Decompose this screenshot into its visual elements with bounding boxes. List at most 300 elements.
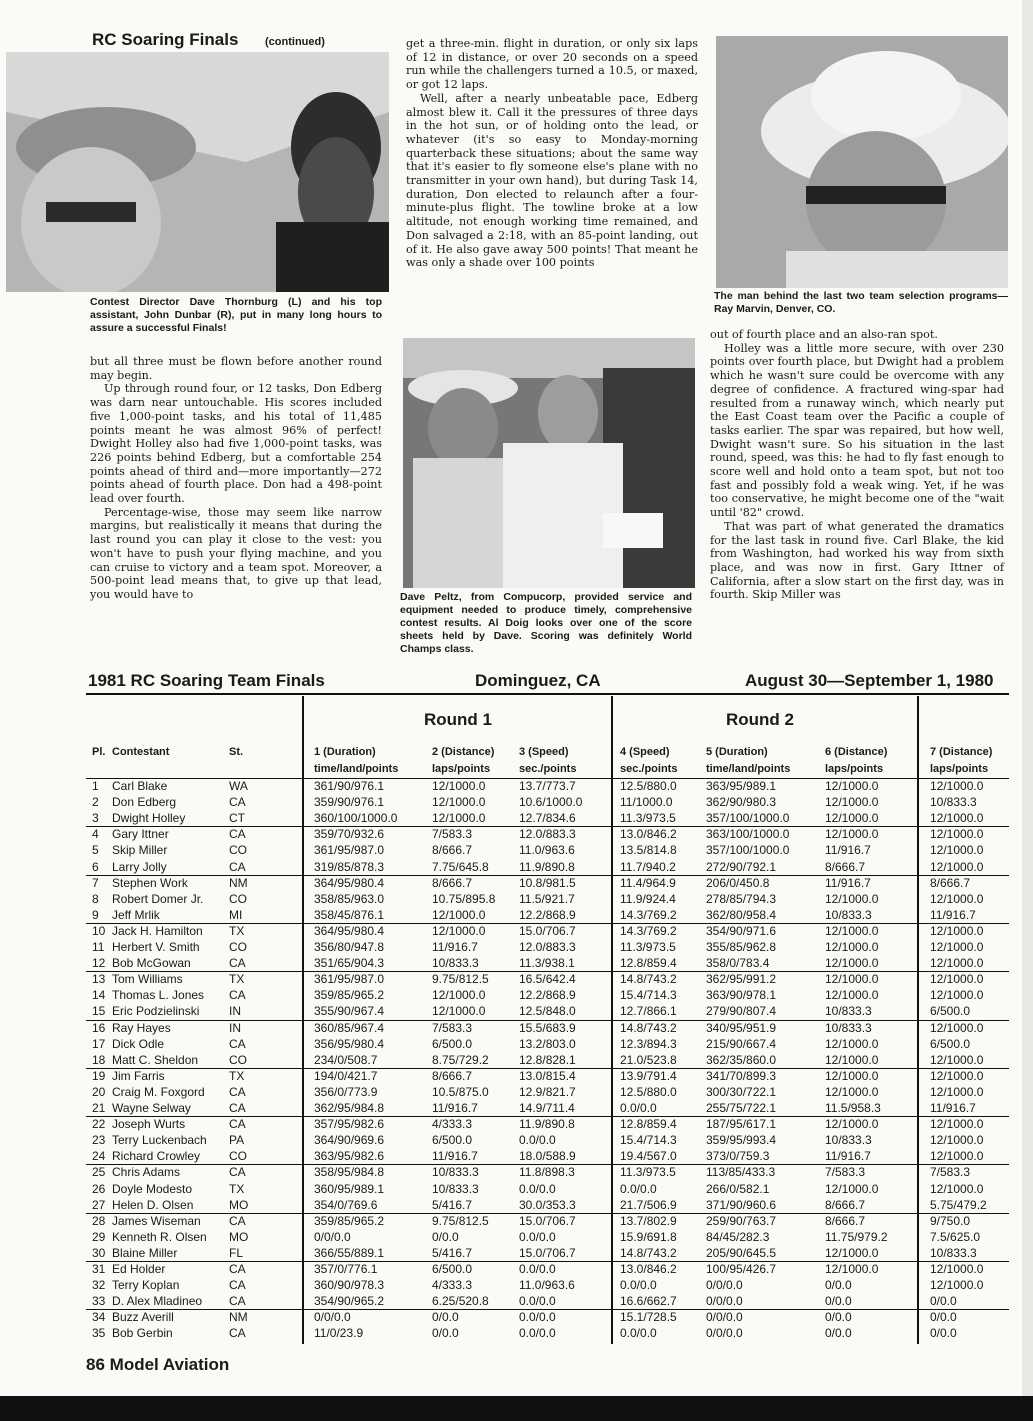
table-cell: 12.5/880.0 <box>620 779 677 793</box>
table-cell: CA <box>229 859 246 874</box>
table-cell: 357/100/1000.0 <box>706 843 790 858</box>
table-cell: 10/833.3 <box>432 1181 479 1196</box>
table-cell: 15.1/728.5 <box>620 1310 677 1325</box>
table-cell: 358/85/963.0 <box>314 891 385 906</box>
table-cell: 12/1000.0 <box>825 779 879 793</box>
table-cell: 0.0/0.0 <box>519 1262 556 1276</box>
table-cell: 5/416.7 <box>432 1197 473 1212</box>
table-cell: Dick Odle <box>112 1036 165 1051</box>
table-cell: 27 <box>92 1197 106 1212</box>
table-cell: 12.5/880.0 <box>620 1084 677 1099</box>
table-cell: CA <box>229 1213 246 1228</box>
table-cell: 12/1000.0 <box>930 940 984 954</box>
table-cell: Robert Domer Jr. <box>112 891 204 906</box>
table-cell: 12/1000.0 <box>930 1020 984 1035</box>
table-cell: Ray Hayes <box>112 1020 171 1035</box>
table-cell: TX <box>229 923 245 938</box>
table-cell: Terry Koplan <box>112 1278 180 1293</box>
table-cell: WA <box>229 779 248 793</box>
table-cell: 0/0/0.0 <box>706 1310 743 1325</box>
table-cell: 12/1000.0 <box>930 923 984 938</box>
table-cell: 358/0/783.4 <box>706 956 770 971</box>
table-cell: Doyle Modesto <box>112 1181 193 1196</box>
table-cell: 371/90/960.6 <box>706 1197 777 1212</box>
table-cell: 360/95/989.1 <box>314 1181 385 1196</box>
table-cell: CA <box>229 1117 246 1132</box>
table-cell: 14.8/743.2 <box>620 972 677 987</box>
table-cell: 362/35/860.0 <box>706 1052 777 1067</box>
column-header-c7a: 7 (Distance) <box>930 746 993 758</box>
table-cell: 13.2/803.0 <box>519 1036 576 1051</box>
table-cell: 13.7/773.7 <box>519 779 576 793</box>
table-cell: 11.9/890.8 <box>519 859 575 874</box>
table-cell: 23 <box>92 1133 106 1148</box>
table-cell: 14 <box>92 988 106 1003</box>
table-cell: 6 <box>92 859 99 874</box>
table-cell: Craig M. Foxgord <box>112 1084 205 1099</box>
table-cell: 7/583.3 <box>930 1165 971 1180</box>
table-cell: 362/95/984.8 <box>314 1101 385 1115</box>
table-cell: 266/0/582.1 <box>706 1181 770 1196</box>
table-cell: 12/1000.0 <box>930 1133 984 1148</box>
table-cell: 359/70/932.6 <box>314 827 385 842</box>
table-cell: 30 <box>92 1245 106 1260</box>
table-cell: 21.0/523.8 <box>620 1052 677 1067</box>
table-cell: 357/100/1000.0 <box>706 811 790 826</box>
table-cell: Larry Jolly <box>112 859 167 874</box>
table-cell: PA <box>229 1133 245 1148</box>
table-cell: 22 <box>92 1117 106 1132</box>
table-cell: 12/1000.0 <box>825 1181 879 1196</box>
caption-photo-middle: Dave Peltz, from Compucorp, provided service and equipment needed to produce timely, comprehensive contest results. Al Doig looks over one of the score sheets held by Dave. Scoring was definitely World Champs class. <box>400 591 692 655</box>
table-cell: 4/333.3 <box>432 1278 473 1293</box>
article-column-3 <box>710 328 1004 602</box>
table-cell: CA <box>229 1278 246 1293</box>
table-cell: 12.0/883.3 <box>519 940 576 954</box>
column-header-c4a: 4 (Speed) <box>620 746 670 758</box>
table-cell: 13.0/815.4 <box>519 1068 576 1083</box>
table-cell: 12/1000.0 <box>825 1084 879 1099</box>
table-cell: Dwight Holley <box>112 811 186 826</box>
table-cell: TX <box>229 1068 245 1083</box>
table-cell: 10/833.3 <box>825 1004 872 1019</box>
table-cell: 9.75/812.5 <box>432 972 489 987</box>
table-cell: Chris Adams <box>112 1165 181 1180</box>
table-cell: 12.9/821.7 <box>519 1084 576 1099</box>
column-header-c3b: sec./points <box>519 763 577 775</box>
table-cell: Tom Williams <box>112 972 183 987</box>
table-cell: Joseph Wurts <box>112 1117 186 1132</box>
table-cell: 0.0/0.0 <box>620 1181 657 1196</box>
table-cell: 3 <box>92 811 99 826</box>
table-cell: 11/916.7 <box>432 1149 478 1164</box>
table-cell: 15.4/714.3 <box>620 1133 677 1148</box>
table-cell: 361/90/976.1 <box>314 779 385 793</box>
table-cell: 11/916.7 <box>432 940 478 954</box>
table-cell: 13.7/802.9 <box>620 1213 677 1228</box>
table-cell: 5/416.7 <box>432 1245 473 1260</box>
table-cell: CA <box>229 1036 246 1051</box>
table-cell: 19.4/567.0 <box>620 1149 677 1164</box>
table-cell: 11.5/921.7 <box>519 891 575 906</box>
table-cell: 0/0.0 <box>432 1326 459 1341</box>
table-cell: 15.9/691.8 <box>620 1229 677 1244</box>
table-cell: 0.0/0.0 <box>519 1229 556 1244</box>
table-cell: 205/90/645.5 <box>706 1245 777 1260</box>
round-1-title: Round 1 <box>424 710 492 729</box>
table-cell: 32 <box>92 1278 106 1293</box>
table-cell: 357/95/982.6 <box>314 1117 385 1132</box>
article-paragraph: Up through round four, or 12 tasks, Don Edberg was darn near untouchable. His scores included five 1,000-point tasks, and his total of 11,485 points meant he was almost 96% of perfect! Dwight Holley also had five 1,000-point tasks, was 226 points behind Edberg, but a comfortable 254 points ahead of third and—more importantly—272 points ahead of fourth place. Don had a 498-point lead over fourth. <box>90 382 382 506</box>
table-cell: 11.5/958.3 <box>825 1101 881 1115</box>
article-paragraph: out of fourth place and an also-ran spot. <box>710 328 938 341</box>
table-cell: 360/100/1000.0 <box>314 811 398 826</box>
table-cell: 12/1000.0 <box>825 956 879 971</box>
photo-ray-marvin <box>716 36 1008 288</box>
table-cell: TX <box>229 972 245 987</box>
table-cell: 0.0/0.0 <box>519 1326 556 1341</box>
table-cell: 18.0/588.9 <box>519 1149 576 1164</box>
table-cell: 12/1000.0 <box>432 811 486 826</box>
table-cell: 4 <box>92 827 99 842</box>
table-cell: CA <box>229 1165 246 1180</box>
table-cell: 194/0/421.7 <box>314 1068 378 1083</box>
table-cell: 373/0/759.3 <box>706 1149 770 1164</box>
table-cell: 1 <box>92 779 99 793</box>
table-cell: 15.0/706.7 <box>519 1213 576 1228</box>
magazine-name: Model Aviation <box>109 1355 230 1374</box>
table-cell: 14.8/743.2 <box>620 1245 677 1260</box>
table-cell: MO <box>229 1229 249 1244</box>
table-cell: 15.5/683.9 <box>519 1020 576 1035</box>
table-cell: 28 <box>92 1213 106 1228</box>
article-paragraph: Holley was a little more secure, with over 230 points over fourth place, but Dwight had a problem which he wasn't sure could be overcome with any degree of confidence. A fractured wing-spar had resulted from a runaway winch, which nearly put the East Coast team over the Pacific a couple of tasks earlier. The spar was repaired, but how well, Dwight wasn't sure. So his situation in the last round, speed, was this: he had to fly fast enough to score well and hold onto a team spot, but not too fast and possibly fold a weak wing. Yet, if he was too conservative, he might become one of the "wait until '82" crowd. <box>710 341 1004 520</box>
table-cell: 12/1000.0 <box>432 1004 486 1019</box>
table-cell: 25 <box>92 1165 106 1180</box>
table-cell: 12 <box>92 956 106 971</box>
table-cell: CA <box>229 1084 246 1099</box>
table-cell: Jim Farris <box>112 1068 165 1083</box>
table-cell: 361/95/987.0 <box>314 972 385 987</box>
table-cell: 364/95/980.4 <box>314 875 385 890</box>
table-cell: 12/1000.0 <box>825 923 879 938</box>
table-cell: 12/1000.0 <box>825 1052 879 1067</box>
table-cell: Stephen Work <box>112 875 188 890</box>
table-cell: Helen D. Olsen <box>112 1197 194 1212</box>
table-cell: 14.3/769.2 <box>620 907 677 922</box>
table-cell: 7.75/645.8 <box>432 859 489 874</box>
table-cell: 355/85/962.8 <box>706 940 777 954</box>
table-cell: 12.7/834.6 <box>519 811 576 826</box>
table-cell: 8/666.7 <box>432 875 473 890</box>
table-cell: 12/1000.0 <box>825 940 879 954</box>
table-cell: 12/1000.0 <box>432 795 486 810</box>
table-cell: 279/90/807.4 <box>706 1004 777 1019</box>
article-column-2 <box>406 37 698 270</box>
table-cell: 0/0/0.0 <box>706 1326 743 1341</box>
table-cell: 8/666.7 <box>825 1197 866 1212</box>
table-cell: 14.9/711.4 <box>519 1101 575 1115</box>
column-header-c1a: 1 (Duration) <box>314 746 376 758</box>
table-cell: 12/1000.0 <box>930 827 984 842</box>
table-cell: 11 <box>92 940 105 954</box>
scan-border <box>0 1396 1033 1421</box>
table-cell: TX <box>229 1181 245 1196</box>
table-cell: 358/95/984.8 <box>314 1165 385 1180</box>
table-cell: 12.0/883.3 <box>519 827 576 842</box>
table-cell: 2 <box>92 795 99 810</box>
table-cell: 12/1000.0 <box>825 972 879 987</box>
table-cell: CA <box>229 1101 246 1115</box>
table-cell: 9/750.0 <box>930 1213 971 1228</box>
table-cell: 12/1000.0 <box>930 1149 984 1164</box>
table-cell: CO <box>229 940 247 954</box>
table-cell: 12/1000.0 <box>825 1117 879 1132</box>
column-header-c5a: 5 (Duration) <box>706 746 768 758</box>
table-cell: 10.75/895.8 <box>432 891 496 906</box>
table-cell: 11.7/940.2 <box>620 859 676 874</box>
table-cell: Buzz Averill <box>112 1310 174 1325</box>
table-cell: Kenneth R. Olsen <box>112 1229 207 1244</box>
table-cell: 364/95/980.4 <box>314 923 385 938</box>
table-cell: 4/333.3 <box>432 1117 473 1132</box>
table-cell: 362/90/980.3 <box>706 795 777 810</box>
table-cell: 5 <box>92 843 99 858</box>
table-cell: 0/0.0 <box>930 1310 957 1325</box>
table-cell: 11.3/973.5 <box>620 1165 676 1180</box>
table-cell: NM <box>229 875 248 890</box>
table-cell: 364/90/969.6 <box>314 1133 385 1148</box>
table-cell: 11/1000.0 <box>620 795 673 810</box>
table-cell: 363/100/1000.0 <box>706 827 790 842</box>
table-cell: 363/95/989.1 <box>706 779 777 793</box>
table-cell: 11/0/23.9 <box>314 1326 364 1341</box>
table-cell: CA <box>229 1262 246 1276</box>
table-cell: 363/90/978.1 <box>706 988 777 1003</box>
table-cell: 6/500.0 <box>432 1133 473 1148</box>
table-cell: 12/1000.0 <box>930 1052 984 1067</box>
table-cell: CA <box>229 827 246 842</box>
table-cell: 356/0/773.9 <box>314 1084 378 1099</box>
table-cell: 6/500.0 <box>432 1262 473 1276</box>
round-2-title: Round 2 <box>726 710 794 729</box>
table-cell: 12/1000.0 <box>930 1068 984 1083</box>
table-location: Dominguez, CA <box>475 671 601 690</box>
table-cell: 7/583.3 <box>432 827 473 842</box>
table-cell: 6/500.0 <box>930 1036 971 1051</box>
column-header-st: St. <box>229 746 244 758</box>
column-header-c6b: laps/points <box>825 763 884 775</box>
table-cell: 8 <box>92 891 99 906</box>
table-cell: 15.4/714.3 <box>620 988 677 1003</box>
table-cell: 187/95/617.1 <box>706 1117 777 1132</box>
table-cell: 12.7/866.1 <box>620 1004 677 1019</box>
column-header-c6a: 6 (Distance) <box>825 746 888 758</box>
table-cell: 215/90/667.4 <box>706 1036 777 1051</box>
table-title: 1981 RC Soaring Team Finals <box>88 671 325 690</box>
table-cell: CO <box>229 1052 247 1067</box>
table-cell: 21.7/506.9 <box>620 1197 677 1212</box>
table-cell: 358/45/876.1 <box>314 907 385 922</box>
table-cell: Eric Podzielinski <box>112 1004 200 1019</box>
table-cell: 31 <box>92 1262 106 1276</box>
table-cell: CA <box>229 795 246 810</box>
table-cell: 12/1000.0 <box>930 859 984 874</box>
table-cell: 18 <box>92 1052 106 1067</box>
column-header-c3a: 3 (Speed) <box>519 746 569 758</box>
table-cell: 12/1000.0 <box>825 891 879 906</box>
table-cell: 0.0/0.0 <box>519 1133 556 1148</box>
column-header-c2b: laps/points <box>432 763 491 775</box>
table-cell: 12/1000.0 <box>930 1278 984 1293</box>
column-header-c2a: 2 (Distance) <box>432 746 495 758</box>
table-cell: 0/0/0.0 <box>314 1310 351 1325</box>
table-cell: 7 <box>92 875 99 890</box>
table-cell: 12/1000.0 <box>930 779 984 793</box>
table-cell: 206/0/450.8 <box>706 875 770 890</box>
table-cell: Terry Luckenbach <box>112 1133 207 1148</box>
table-cell: 29 <box>92 1229 106 1244</box>
table-cell: 16 <box>92 1020 106 1035</box>
table-cell: 12/1000.0 <box>825 1068 879 1083</box>
article-paragraph: Percentage-wise, those may seem like narrow margins, but realistically it means that during the last round you can play it close to the vest: you won't have to push your flying machine, and you can cruise to victory and a team spot. Moreover, a 500-point lead means that, to give up that lead, you would have to <box>90 505 382 601</box>
table-cell: 12/1000.0 <box>825 988 879 1003</box>
table-cell: 12/1000.0 <box>930 956 984 971</box>
article-paragraph: Well, after a nearly unbeatable pace, Edberg almost blew it. Call it the pressures of three days in the hot sun, or of holding onto the lead, or whatever (it's so easy to Monday-morning quarterback these situations; about the same way that it's easier to fly someone else's plane with no transmitter in your own hand), but during Task 14, duration, Don elected to relaunch after a four-minute-plus flight. The towline broke at a low altitude, not enough working time remained, and Don salvaged a 2:18, with an 85-point landing, out of it. He also gave away 500 points! That meant he was only a shade over 100 points <box>406 91 698 270</box>
table-cell: 0/0.0 <box>432 1229 459 1244</box>
table-cell: 12/1000.0 <box>930 1084 984 1099</box>
caption-photo-left: Contest Director Dave Thornburg (L) and his top assistant, John Dunbar (R), put in many long hours to assure a successful Finals! <box>90 296 382 334</box>
table-cell: 0/0.0 <box>825 1310 852 1325</box>
table-cell: 6/500.0 <box>432 1036 473 1051</box>
table-cell: Wayne Selway <box>112 1101 191 1115</box>
table-cell: 11.0/963.6 <box>519 1278 575 1293</box>
column-header-contestant: Contestant <box>112 746 170 758</box>
table-cell: 363/95/982.6 <box>314 1149 385 1164</box>
table-cell: 12/1000.0 <box>432 907 486 922</box>
table-cell: 16.6/662.7 <box>620 1294 677 1309</box>
table-cell: Don Edberg <box>112 795 177 810</box>
table-cell: 5.75/479.2 <box>930 1197 987 1212</box>
table-cell: 12/1000.0 <box>930 1181 984 1196</box>
table-cell: 0/0/0.0 <box>314 1229 351 1244</box>
table-cell: 13.0/846.2 <box>620 827 677 842</box>
table-cell: 10/833.3 <box>825 1133 872 1148</box>
table-cell: 12.2/868.9 <box>519 907 576 922</box>
table-cell: Thomas L. Jones <box>112 988 205 1003</box>
table-cell: 12/1000.0 <box>432 779 486 793</box>
table-cell: 341/70/899.3 <box>706 1068 777 1083</box>
table-cell: 8/666.7 <box>825 859 866 874</box>
table-cell: 0/0/0.0 <box>706 1278 743 1293</box>
table-cell: 10.6/1000.0 <box>519 795 583 810</box>
page-edge <box>1022 0 1033 1421</box>
table-cell: 24 <box>92 1149 106 1164</box>
table-cell: Gary Ittner <box>112 827 169 842</box>
table-cell: 8.75/729.2 <box>432 1052 489 1067</box>
table-cell: 10/833.3 <box>432 956 479 971</box>
table-cell: 0/0.0 <box>930 1294 957 1309</box>
table-cell: 0.0/0.0 <box>519 1294 556 1309</box>
table-cell: 9.75/812.5 <box>432 1213 489 1228</box>
table-cell: 12.8/859.4 <box>620 1117 677 1132</box>
table-cell: 113/85/433.3 <box>706 1165 776 1180</box>
table-cell: 355/90/967.4 <box>314 1004 385 1019</box>
table-cell: 278/85/794.3 <box>706 891 777 906</box>
table-cell: 12/1000.0 <box>825 1262 879 1276</box>
table-cell: 14.3/769.2 <box>620 923 677 938</box>
table-cell: 11/916.7 <box>930 1101 976 1115</box>
table-cell: 20 <box>92 1084 106 1099</box>
table-cell: 356/80/947.8 <box>314 940 385 954</box>
table-cell: 0/0/0.0 <box>706 1294 743 1309</box>
table-cell: Jack H. Hamilton <box>112 923 203 938</box>
table-cell: Carl Blake <box>112 779 168 793</box>
table-cell: 354/90/965.2 <box>314 1294 385 1309</box>
table-cell: 21 <box>92 1101 106 1115</box>
table-cell: 12/1000.0 <box>825 827 879 842</box>
table-dates: August 30—September 1, 1980 <box>745 671 994 690</box>
table-cell: 14.8/743.2 <box>620 1020 677 1035</box>
table-cell: 11.3/973.5 <box>620 811 676 826</box>
table-cell: 319/85/878.3 <box>314 859 385 874</box>
table-cell: 11/916.7 <box>825 875 871 890</box>
photo-director-and-assistant <box>6 52 389 292</box>
table-cell: 12/1000.0 <box>930 988 984 1003</box>
table-cell: 12/1000.0 <box>930 972 984 987</box>
table-cell: 12/1000.0 <box>825 1036 879 1051</box>
table-cell: 11/916.7 <box>432 1101 478 1115</box>
table-cell: 234/0/508.7 <box>314 1052 378 1067</box>
table-cell: Matt C. Sheldon <box>112 1052 199 1067</box>
table-cell: 360/85/967.4 <box>314 1020 385 1035</box>
table-cell: CA <box>229 1326 246 1341</box>
table-cell: 35 <box>92 1326 106 1341</box>
table-cell: 10/833.3 <box>930 795 977 810</box>
table-cell: 12/1000.0 <box>432 923 486 938</box>
table-cell: 9 <box>92 907 99 922</box>
column-header-pl: Pl. <box>92 746 106 758</box>
table-cell: 11.4/964.9 <box>620 875 676 890</box>
table-cell: 13.5/814.8 <box>620 843 677 858</box>
table-cell: IN <box>229 1004 241 1019</box>
article-paragraph: but all three must be flown before another round may begin. <box>90 355 382 382</box>
table-cell: 7.5/625.0 <box>930 1229 981 1244</box>
table-cell: 0.0/0.0 <box>620 1278 657 1293</box>
table-cell: 300/30/722.1 <box>706 1084 777 1099</box>
column-header-c5b: time/land/points <box>706 763 791 775</box>
table-cell: 0.0/0.0 <box>519 1310 556 1325</box>
table-cell: Blaine Miller <box>112 1245 178 1260</box>
page-number: 86 <box>86 1355 105 1374</box>
table-cell: 84/45/282.3 <box>706 1229 770 1244</box>
table-cell: Skip Miller <box>112 843 168 858</box>
table-cell: 26 <box>92 1181 106 1196</box>
table-cell: 360/90/978.3 <box>314 1278 385 1293</box>
table-cell: 0/0.0 <box>432 1310 459 1325</box>
table-cell: 10/833.3 <box>825 1020 872 1035</box>
table-cell: 10/833.3 <box>930 1245 977 1260</box>
table-cell: 359/85/965.2 <box>314 988 385 1003</box>
section-subtitle: (continued) <box>265 36 325 48</box>
table-cell: 362/95/991.2 <box>706 972 777 987</box>
table-cell: 362/80/958.4 <box>706 907 777 922</box>
table-cell: 11.8/898.3 <box>519 1165 575 1180</box>
table-cell: 30.0/353.3 <box>519 1197 576 1212</box>
table-cell: 8/666.7 <box>930 875 971 890</box>
table-cell: CA <box>229 988 246 1003</box>
table-cell: 354/90/971.6 <box>706 923 777 938</box>
